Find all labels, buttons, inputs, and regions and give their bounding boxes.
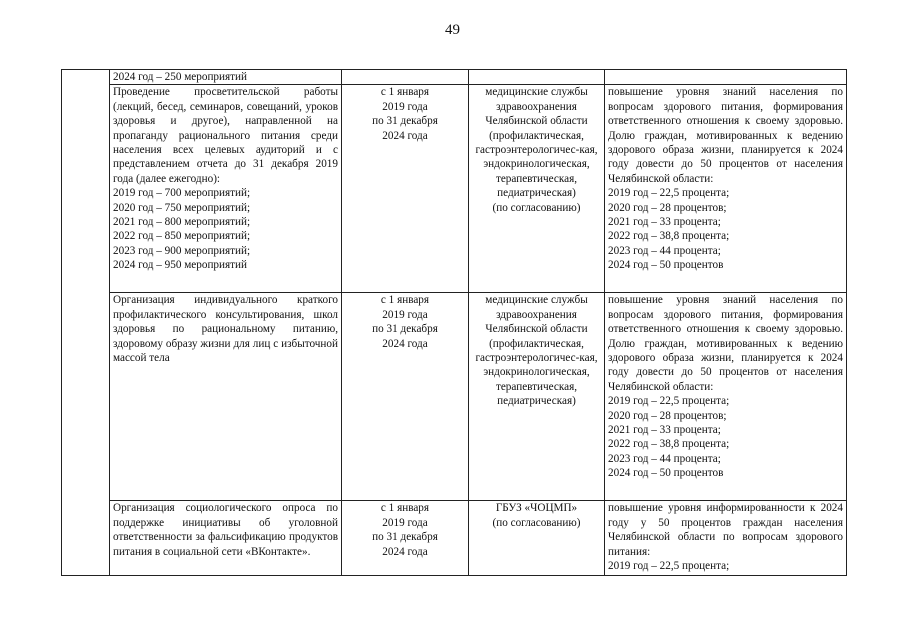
measures-table <box>61 69 847 576</box>
result-cell <box>605 70 847 85</box>
table-row <box>62 501 847 576</box>
result-cell: повышение уровня знаний населения по вопросам здорового питания, формирования ответственного отношения к своему здоровью. Долю граждан, мотивированных к ведению здорового образа жизни, планируется к 2024 году довести до 50 процентов от населения Челябинской области: 2019 год – 22,5 процента; 2020 год – 28 процентов; 2021 год – 33 процента; 2022 год – 38,8 процента; 2023 год – 44 процента; 2024 год – 50 процентов <box>605 85 847 293</box>
executor-cell: медицинские службы здравоохранения Челябинской области (профилактическая, гастроэнтерологичес-кая, эндокринологическая, терапевтическая, педиатрическая) (по согласованию) <box>469 85 605 293</box>
period-cell <box>342 70 469 85</box>
event-cell: Организация индивидуального краткого профилактического консультирования, школ здоровья по рациональному питанию, здоровому образу жизни для лиц с избыточной массой тела <box>110 293 342 501</box>
table-row <box>62 85 847 293</box>
period-cell: с 1 января 2019 года по 31 декабря 2024 года <box>342 293 469 501</box>
event-cell: Проведение просветительской работы (лекций, бесед, семинаров, совещаний, уроков здоровья и другое), направленной на пропаганду рационального питания среди населения всех целевых аудиторий и с представлением отчета до 31 декабря 2019 года (далее ежегодно): 2019 год – 700 мероприятий; 2020 год – 750 мероприятий; 2021 год – 800 мероприятий; 2022 год – 850 мероприятий; 2023 год – 900 мероприятий; 2024 год – 950 мероприятий <box>110 85 342 293</box>
executor-cell: ГБУЗ «ЧОЦМП» (по согласованию) <box>469 501 605 576</box>
page-number: 49 <box>445 22 460 38</box>
period-cell: с 1 января 2019 года по 31 декабря 2024 года <box>342 85 469 293</box>
executor-cell <box>469 70 605 85</box>
number-cell <box>62 70 110 576</box>
period-cell: с 1 января 2019 года по 31 декабря 2024 года <box>342 501 469 576</box>
result-cell: повышение уровня информированности к 2024 году у 50 процентов граждан населения Челябинской области по вопросам здорового питания: 2019 год – 22,5 процента; <box>605 501 847 576</box>
event-cell: 2024 год – 250 мероприятий <box>110 70 342 85</box>
event-cell: Организация социологического опроса по поддержке инициативы об уголовной ответственности за фальсификацию продуктов питания в социальной сети «ВКонтакте». <box>110 501 342 576</box>
table-row <box>62 293 847 501</box>
result-cell: повышение уровня знаний населения по вопросам здорового питания, формирования ответственного отношения к своему здоровью. Долю граждан, мотивированных к ведению здорового образа жизни, планируется к 2024 году довести до 50 процентов от населения Челябинской области: 2019 год – 22,5 процента; 2020 год – 28 процентов; 2021 год – 33 процента; 2022 год – 38,8 процента; 2023 год – 44 процента; 2024 год – 50 процентов <box>605 293 847 501</box>
table-row <box>62 70 847 85</box>
executor-cell: медицинские службы здравоохранения Челябинской области (профилактическая, гастроэнтерологичес-кая, эндокринологическая, терапевтическая, педиатрическая) <box>469 293 605 501</box>
